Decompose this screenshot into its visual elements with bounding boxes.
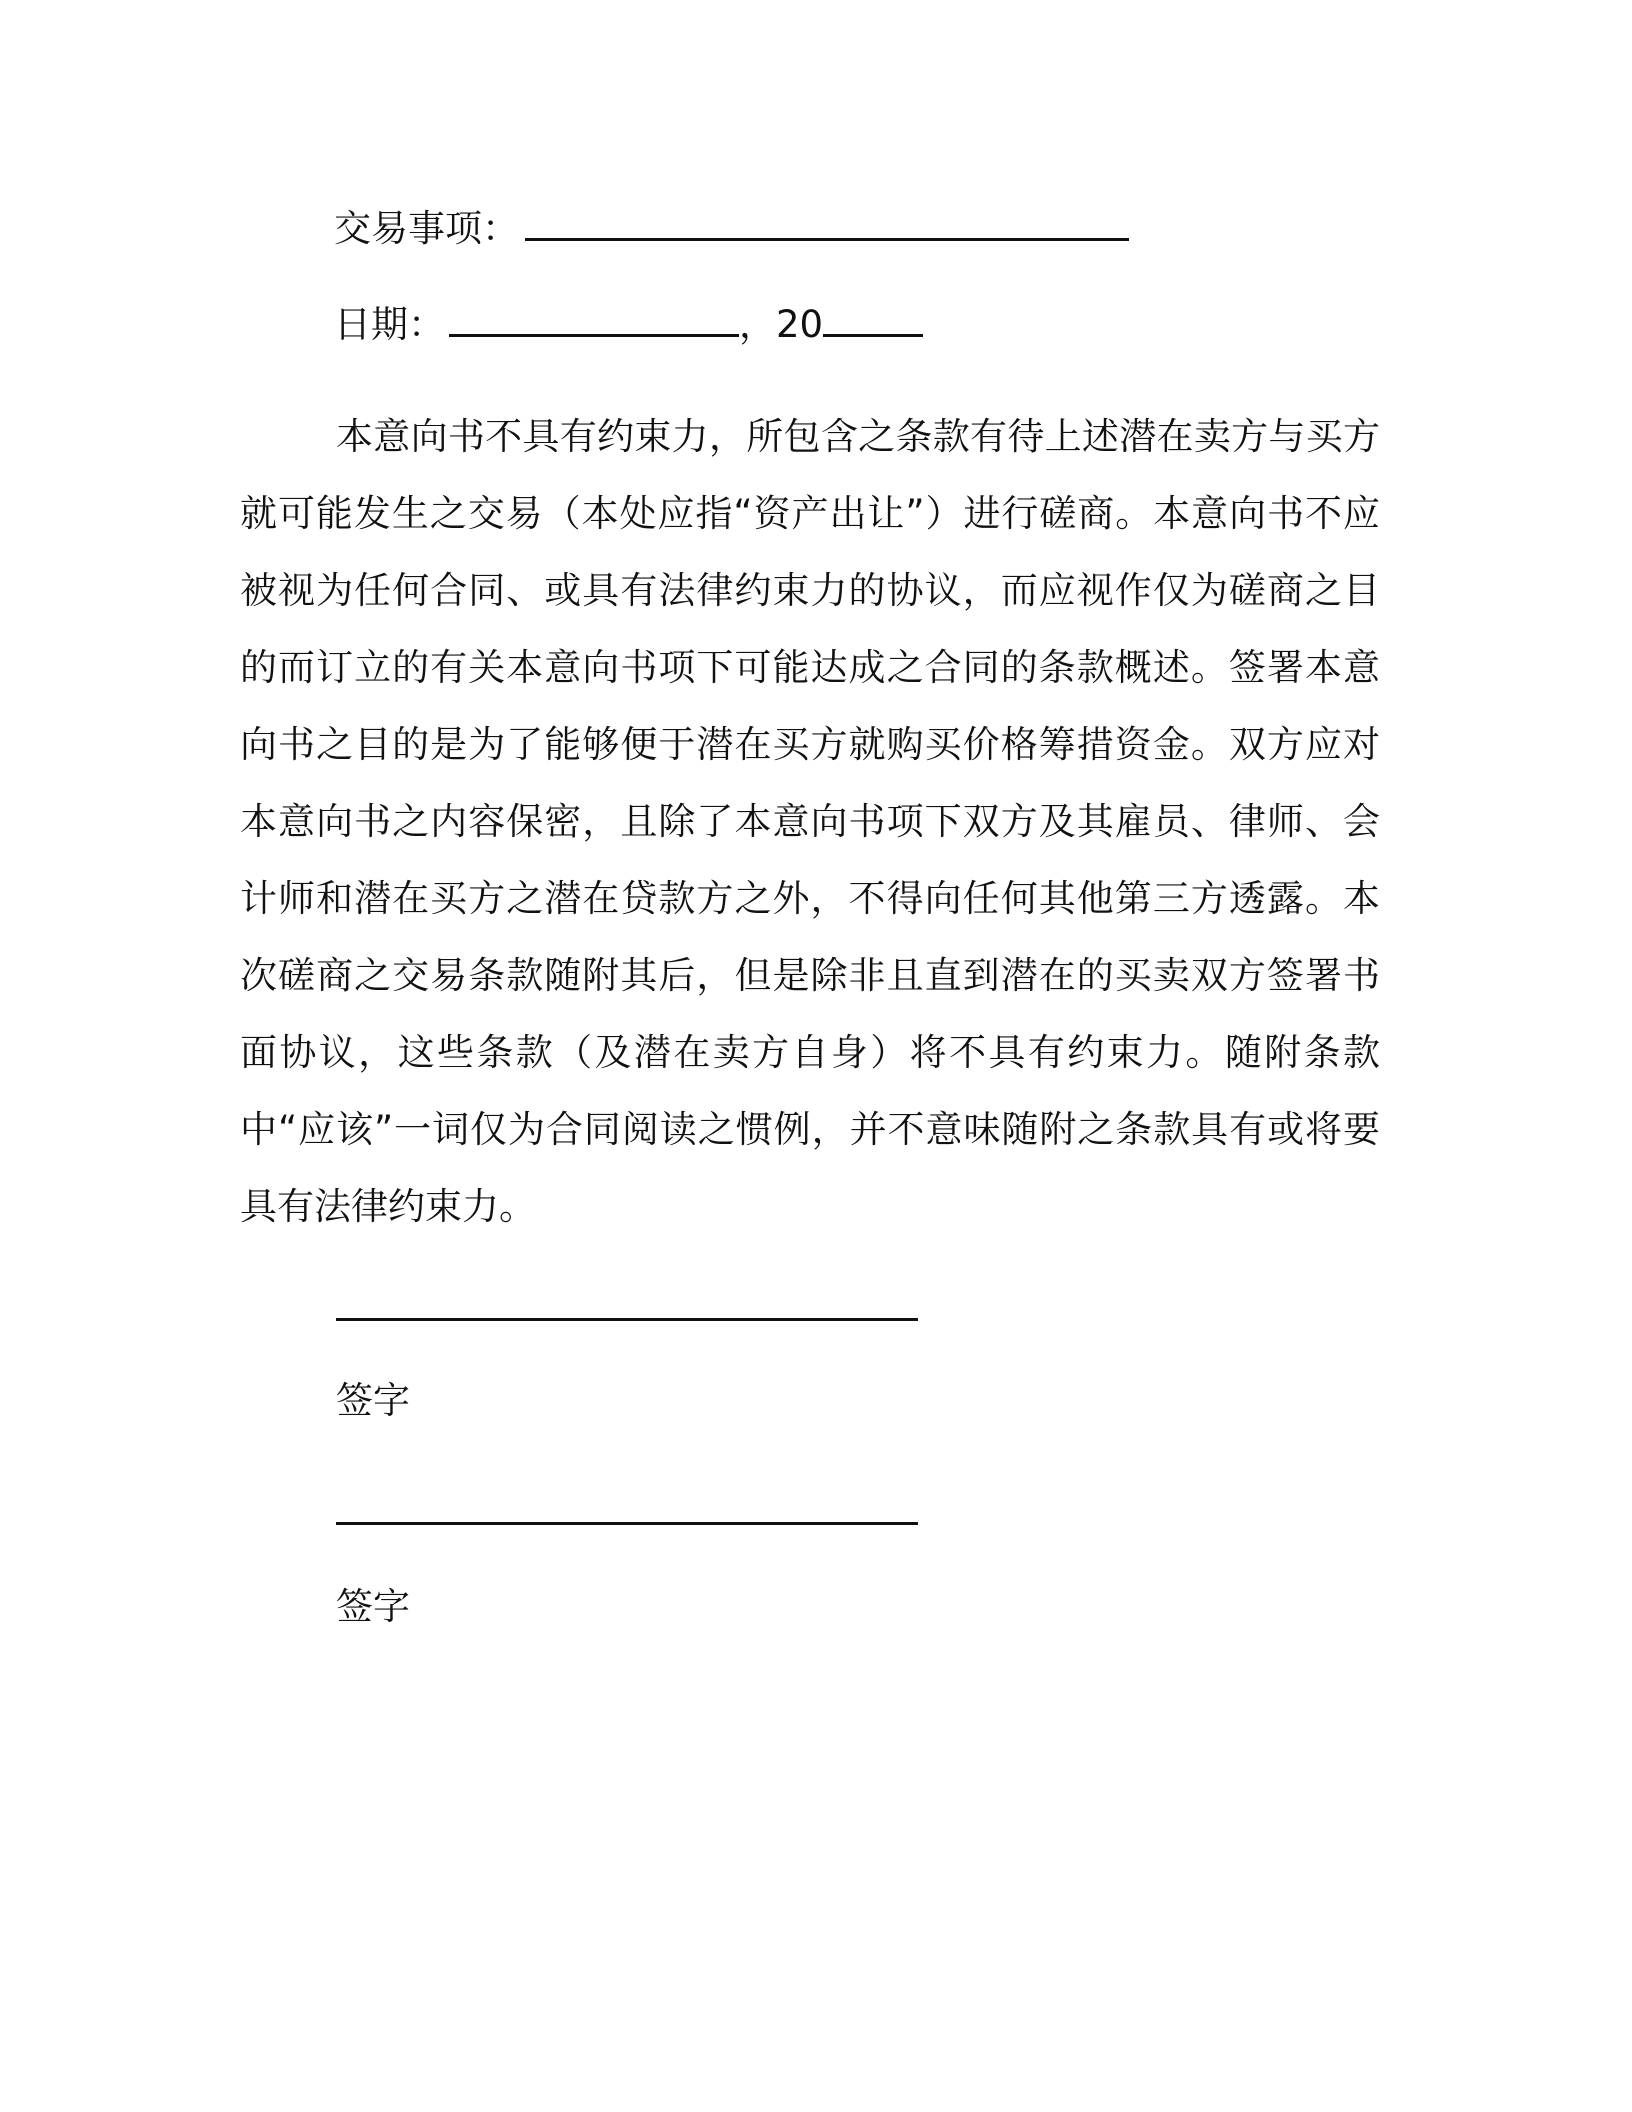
- transaction-field: [334, 207, 1129, 250]
- transaction-label: 交易事项：: [334, 207, 519, 250]
- transaction-blank[interactable]: [525, 208, 1129, 241]
- date-field: [334, 303, 923, 346]
- body-paragraph: 本意向书不具有约束力，所包含之条款有待上述潜在卖方与买方就可能发生之交易（本处应指“资产出让”）进行磋商。本意向书不应被视为任何合同、或具有法律约束力的协议，而应视作仅为磋商之目的而订立的有关本意向书项下可能达成之合同的条款概述。签署本意向书之目的是为了能够便于潜在买方就购买价格筹措资金。双方应对本意向书之内容保密，且除了本意向书项下双方及其雇员、律师、会计师和潜在买方之潜在贷款方之外，不得向任何其他第三方透露。本次磋商之交易条款随附其后，但是除非且直到潜在的买卖双方签署书面协议，这些条款（及潜在卖方自身）将不具有约束力。随附条款中“应该”一词仅为合同阅读之惯例，并不意味随附之条款具有或将要具有法律约束力。: [240, 415, 1380, 1228]
- date-separator: ，20: [739, 303, 824, 346]
- year-blank[interactable]: [823, 304, 923, 337]
- date-blank[interactable]: [449, 304, 739, 337]
- signature-line-1[interactable]: [336, 1318, 918, 1321]
- date-label: 日期：: [334, 303, 445, 346]
- signature-label-2: 签字: [336, 1585, 410, 1628]
- signature-label-1: 签字: [336, 1379, 410, 1422]
- signature-line-2[interactable]: [336, 1522, 918, 1525]
